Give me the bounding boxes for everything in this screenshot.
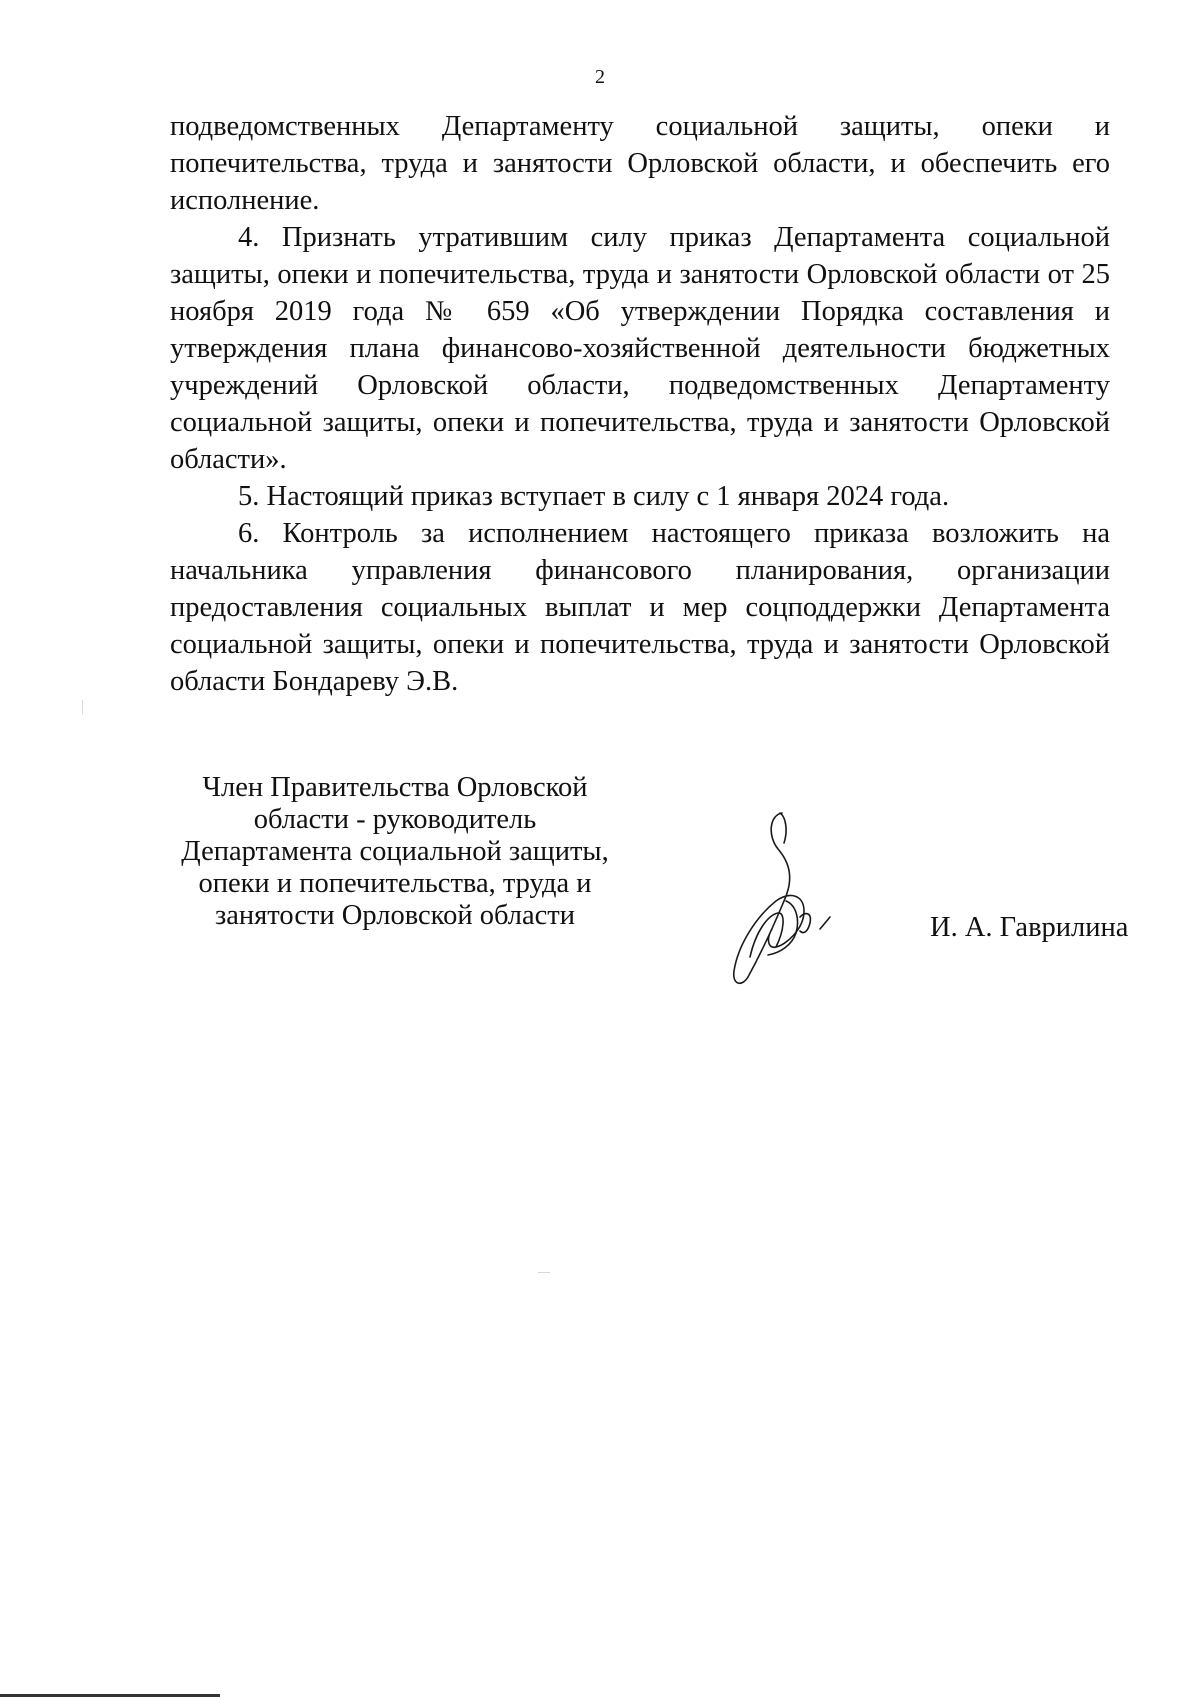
position-line: опеки и попечительства, труда и	[198, 868, 592, 899]
position-line: Департамента социальной защиты,	[181, 836, 609, 867]
signatory-position	[170, 772, 620, 932]
paragraph-continuation: подведомственных Департаменту социальной защиты, опеки и попечительства, труда и занятости Орловской области, и обеспечить его исполнение.	[170, 111, 1110, 216]
scan-mark	[82, 700, 83, 714]
handwritten-signature-icon	[720, 805, 850, 990]
signer-name: И. А. Гаврилина	[930, 912, 1129, 943]
position-line: области - руководитель	[253, 804, 537, 835]
page-number: 2	[595, 66, 605, 88]
position-line: занятости Орловской области	[215, 900, 575, 931]
scan-mark	[538, 1272, 550, 1273]
paragraph-item-5: 5. Настоящий приказ вступает в силу с 1 января 2024 года.	[238, 481, 950, 512]
document-body	[170, 108, 1110, 700]
paragraph-item-6: 6. Контроль за исполнением настоящего приказа возложить на начальника управления финансового планирования, организации предоставления социальных выплат и мер соцподдержки Департамента социальной защиты, опеки и попечительства, труда и занятости Орловской области Бондареву Э.В.	[170, 518, 1110, 697]
position-line: Член Правительства Орловской	[202, 772, 588, 803]
paragraph-item-4: 4. Признать утратившим силу приказ Департамента социальной защиты, опеки и попечительства, труда и занятости Орловской области от 25 ноября 2019 года № 659 «Об утверждении Порядка составления и утверждения плана финансово-хозяйственной деятельности бюджетных учреждений Орловской области, подведомственных Департаменту социальной защиты, опеки и попечительства, труда и занятости Орловской области».	[170, 222, 1110, 475]
